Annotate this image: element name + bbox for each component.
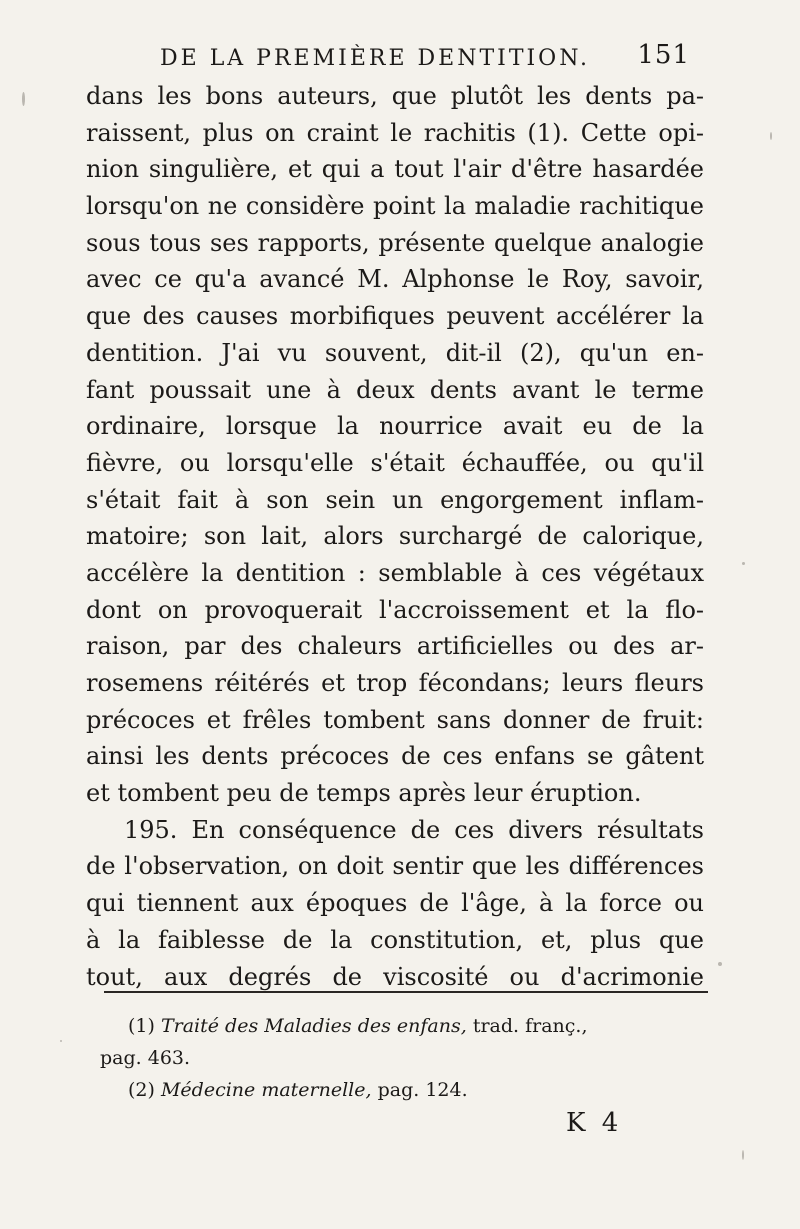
- paper-speck: [770, 132, 772, 140]
- page-number: 151: [637, 40, 690, 70]
- text-line: tout, aux degrés de viscosité ou d'acrimonie: [86, 962, 704, 991]
- paper-speck: [718, 962, 722, 966]
- text-line: qui tiennent aux époques de l'âge, à la force ou: [86, 889, 704, 918]
- footnote-text: pag. 124.: [377, 1079, 468, 1101]
- text-line: fant poussait une à deux dents avant le terme: [86, 375, 704, 404]
- footnotes: [100, 1010, 710, 1106]
- text-line: et tombent peu de temps après leur éruption.: [86, 779, 642, 808]
- text-line: dans les bons auteurs, que plutôt les dents pa-: [86, 82, 704, 110]
- text-line: rosemens réitérés et trop fécondans; leurs fleurs: [86, 669, 704, 697]
- body-text: [86, 78, 704, 995]
- text-line: raison, par des chaleurs artificielles ou des ar-: [86, 632, 704, 661]
- text-line: matoire; son lait, alors surchargé de calorique,: [86, 522, 704, 551]
- footnote-marker: (1): [128, 1015, 155, 1037]
- paper-speck: [60, 1040, 62, 1042]
- text-line: dont on provoquerait l'accroissement et la flo-: [86, 595, 704, 624]
- text-line: de l'observation, on doit sentir que les différences: [86, 852, 704, 881]
- text-line: dentition. J'ai vu souvent, dit-il (2), qu'un en-: [86, 338, 704, 367]
- text-line: s'était fait à son sein un engorgement inflam-: [86, 485, 704, 514]
- text-line: 195. En conséquence de ces divers résultats: [124, 815, 704, 844]
- text-line: précoces et frêles tombent sans donner de fruit:: [86, 705, 704, 734]
- footnote-title: Traité des Maladies des enfans,: [160, 1015, 467, 1037]
- text-line: avec ce qu'a avancé M. Alphonse le Roy, savoir,: [86, 265, 704, 294]
- text-line: fièvre, ou lorsqu'elle s'était échauffée, ou qu'il: [86, 448, 704, 477]
- text-line: raissent, plus on craint le rachitis (1). Cette opi-: [86, 118, 704, 147]
- paper-speck: [22, 92, 25, 106]
- footnote-rule: [104, 991, 708, 993]
- footnote-text: trad. franç.,: [472, 1015, 588, 1037]
- text-line: que des causes morbifiques peuvent accélérer la: [86, 302, 704, 331]
- footnote-2: [100, 1074, 710, 1106]
- text-line: nion singulière, et qui a tout l'air d'être hasardée: [86, 155, 704, 184]
- text-line: accélère la dentition : semblable à ces végétaux: [86, 558, 704, 587]
- running-head: DE LA PREMIÈRE DENTITION.: [160, 46, 591, 71]
- text-line: ordinaire, lorsque la nourrice avait eu de la: [86, 412, 704, 441]
- paper-speck: [742, 562, 745, 565]
- footnote-1-continuation: pag. 463.: [100, 1047, 191, 1069]
- signature-mark: K 4: [566, 1108, 623, 1138]
- text-line: sous tous ses rapports, présente quelque analogie: [86, 228, 704, 257]
- text-line: à la faiblesse de la constitution, et, plus que: [86, 925, 704, 954]
- footnote-1: [100, 1010, 710, 1042]
- paper-speck: [742, 1150, 744, 1160]
- page-header: [160, 38, 720, 78]
- text-line: ainsi les dents précoces de ces enfans se gâtent: [86, 742, 704, 771]
- footnote-marker: (2): [128, 1079, 155, 1101]
- footnote-title: Médecine maternelle,: [160, 1079, 372, 1101]
- text-line: lorsqu'on ne considère point la maladie rachitique: [86, 192, 704, 221]
